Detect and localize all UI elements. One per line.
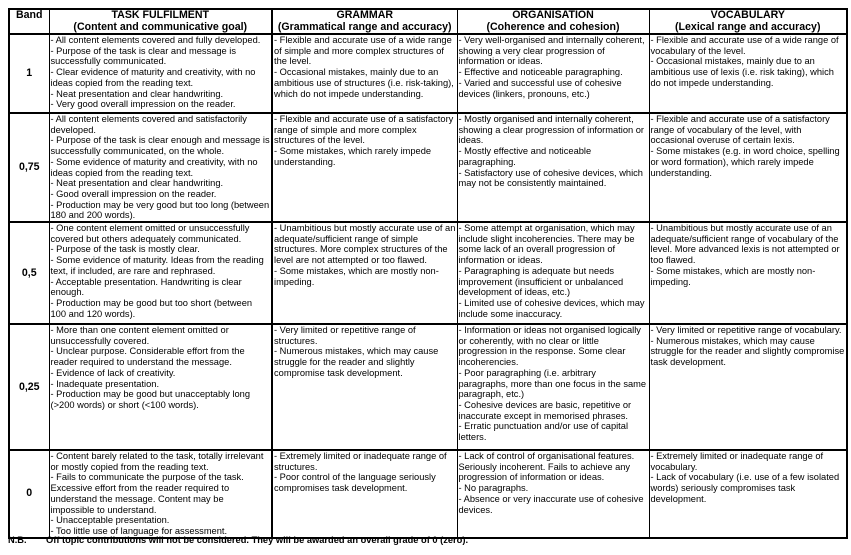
footnote-label: N.B. [8, 535, 27, 545]
header-subtitle: (Coherence and cohesion) [486, 20, 620, 33]
criterion-item: - Mostly effective and noticeable paragraphing. [458, 146, 592, 167]
criterion-item: - Effective and noticeable paragraphing. [458, 67, 623, 78]
criterion-item: - Neat presentation and clear handwriting. [50, 88, 224, 99]
header-title: Band [16, 9, 43, 21]
grammar-cell [272, 324, 457, 450]
criterion-item: - Numerous mistakes, which may cause struggle for the reader and slightly compromise task development. [650, 335, 845, 368]
criterion-item: - Clear evidence of maturity and creativity, with no ideas copied from the reading text. [50, 67, 256, 88]
organisation-cell [457, 324, 649, 450]
criterion-item: - Some attempt at organisation, which may include slight incoherencies. There may be some lack of an overall progression of information or ideas. [458, 223, 635, 266]
criterion-item: - Production may be very good but too long (between 180 and 200 words). [50, 199, 270, 221]
criterion-item: - Production may be good but unacceptably long (>200 words) or short (<100 words). [50, 389, 250, 410]
grammar-cell [272, 113, 457, 222]
criterion-item: - Very good overall impression on the reader. [50, 99, 236, 110]
task-cell [49, 222, 272, 324]
criterion-item: - Flexible and accurate use of a satisfactory range of vocabulary of the level, with occasional overuse of certain lexis. [650, 114, 830, 146]
band-score: 0,5 [9, 222, 49, 324]
criterion-item: - Fails to communicate the purpose of the task. Excessive effort from the reader required to understand the message. Content may be impossible to understand. [50, 472, 244, 515]
band-score: 0,75 [9, 113, 49, 222]
criterion-item: - Purpose of the task is clear and message is successfully communicated. [50, 45, 237, 67]
criterion-item: - Unclear purpose. Considerable effort from the reader required to understand the message. [50, 346, 245, 368]
header-task-fulfilment [49, 9, 272, 34]
header-title: ORGANISATION [512, 9, 594, 21]
criterion-item: - Some mistakes, which rarely impede understanding. [274, 146, 432, 167]
criterion-item: - Content barely related to the task, totally irrelevant or mostly copied from the reading text. [50, 451, 264, 472]
criterion-item: - Purpose of the task is clear enough and message is successfully communicated, on the whole. [50, 135, 270, 157]
criterion-item: - Occasional mistakes, mainly due to an ambitious use of structures (i.e. risk-taking), which do not impede understanding. [274, 67, 454, 99]
criterion-item: - Some mistakes, which are mostly non-impeding. [274, 265, 439, 287]
criterion-item: - Flexible and accurate use of a satisfactory range of simple and more complex structures of the level. [274, 114, 454, 146]
criterion-item: - Some evidence of maturity and creativity, with no ideas copied from the reading text. [50, 156, 258, 178]
grammar-cell [272, 222, 457, 324]
grammar-cell [272, 34, 457, 113]
organisation-cell [457, 34, 649, 113]
header-grammar [272, 9, 457, 34]
criterion-item: - Unacceptable presentation. [50, 515, 170, 526]
header-subtitle: (Lexical range and accuracy) [675, 20, 821, 33]
vocabulary-cell [649, 113, 847, 222]
vocabulary-cell [649, 450, 847, 538]
band-row [9, 450, 847, 538]
criterion-item: - More than one content element omitted or unsuccessfully covered. [50, 325, 229, 346]
header-title: TASK FULFILMENT [111, 9, 209, 21]
criterion-item: - Some mistakes, which are mostly non-impeding. [650, 265, 816, 287]
organisation-cell [457, 222, 649, 324]
criterion-item: - Acceptable presentation. Handwriting is clear enough. [50, 276, 242, 298]
criterion-item: - Mostly organised and internally coherent, showing a clear progression of information or ideas. [458, 114, 645, 146]
criterion-item: - Inadequate presentation. [50, 378, 160, 389]
band-row [9, 113, 847, 222]
criterion-item: - Unambitious but mostly accurate use of an adequate/sufficient range of vocabulary of the level. More advanced lexis is not attempted or too flawed. [650, 223, 840, 266]
criterion-item: - Very limited or repetitive range of vocabulary. [650, 325, 842, 336]
criterion-item: - Some mistakes (e.g. in word choice, spelling or word formation), which rarely impede understanding. [650, 146, 840, 178]
header-title: VOCABULARY [710, 9, 785, 21]
rubric-table [8, 8, 848, 539]
criterion-item: - Occasional mistakes, mainly due to an ambitious use of lexis (i.e. risk taking), which do not impede understanding. [650, 56, 834, 88]
criterion-item: - Production may be good but too short (between 100 and 120 words). [50, 297, 253, 319]
criterion-item: - Paragraphing is adequate but needs improvement (insufficient or unbalanced development of ideas, etc.) [458, 265, 624, 298]
criterion-item: - Erratic punctuation and/or use of capital letters. [458, 421, 629, 443]
criterion-item: - Flexible and accurate use of a wide range of vocabulary of the level. [650, 35, 839, 56]
header-subtitle: (Grammatical range and accuracy) [277, 20, 452, 33]
criterion-item: - Satisfactory use of cohesive devices, which may not be consistently maintained. [458, 167, 643, 189]
criterion-item: - Extremely limited or inadequate range of structures. [274, 451, 447, 472]
header-vocabulary [649, 9, 847, 34]
footnote [8, 535, 468, 545]
criterion-item: - Lack of vocabulary (i.e. use of a few isolated words) seriously compromises task development. [650, 472, 840, 504]
criterion-item: - All content elements covered and fully developed. [50, 35, 261, 45]
criterion-item: - Flexible and accurate use of a wide range of simple and more complex structures of the level. [274, 35, 452, 67]
criterion-item: - Too little use of language for assessment. [50, 525, 228, 536]
criterion-item: - Extremely limited or inadequate range of vocabulary. [650, 451, 824, 472]
criterion-item: - Poor control of the language seriously compromises task development. [274, 472, 436, 494]
criterion-item: - One content element omitted or unsuccessfully covered but others adequately communicated. [50, 223, 250, 244]
band-score: 0,25 [9, 324, 49, 450]
band-score: 0 [9, 450, 49, 538]
criterion-item: - Very limited or repetitive range of structures. [274, 325, 416, 346]
band-score: 1 [9, 34, 49, 113]
criterion-item: - No paragraphs. [458, 483, 529, 494]
band-row [9, 34, 847, 113]
organisation-cell [457, 113, 649, 222]
header-subtitle: (Content and communicative goal) [73, 20, 248, 33]
task-cell [49, 34, 272, 113]
criterion-item: - Unambitious but mostly accurate use of an adequate/sufficient range of simple structures. More complex structures of the level are not attempted or too flawed. [274, 223, 456, 266]
band-row [9, 222, 847, 324]
criterion-item: - Cohesive devices are basic, repetitive or inaccurate except in memorised phrases. [458, 399, 632, 421]
band-row [9, 324, 847, 450]
criterion-item: - Evidence of lack of creativity. [50, 367, 176, 378]
organisation-cell [457, 450, 649, 538]
header-row [9, 9, 847, 34]
task-cell [49, 324, 272, 450]
vocabulary-cell [649, 34, 847, 113]
task-cell [49, 113, 272, 222]
vocabulary-cell [649, 324, 847, 450]
criterion-item: - Varied and successful use of cohesive devices (linkers, pronouns, etc.) [458, 77, 622, 99]
criterion-item: - Purpose of the task is mostly clear. [50, 244, 200, 255]
header-organisation [457, 9, 649, 34]
criterion-item: - Some evidence of maturity. Ideas from the reading text, if included, are rare and rephrased. [50, 255, 264, 276]
grammar-cell [272, 450, 457, 538]
criterion-item: - Good overall impression on the reader. [50, 188, 217, 199]
criterion-item: - Poor paragraphing (i.e. arbitrary paragraphs, more than one focus in the same paragraph, etc.) [458, 367, 647, 400]
header-title: GRAMMAR [336, 9, 393, 21]
criterion-item: - Neat presentation and clear handwriting. [50, 178, 224, 189]
rubric-body [9, 34, 847, 538]
criterion-item: - Lack of control of organisational features. Seriously incoherent. Fails to achieve any progression of information or ideas. [458, 451, 635, 483]
criterion-item: - Numerous mistakes, which may cause struggle for the reader and slightly compromise task development. [274, 346, 439, 378]
vocabulary-cell [649, 222, 847, 324]
footnote-text: Off topic contributions will not be considered. They will be awarded an overall grade of 0 (zero). [46, 535, 469, 545]
header-band [9, 9, 49, 34]
task-cell [49, 450, 272, 538]
criterion-item: - All content elements covered and satisfactorily developed. [50, 114, 247, 135]
criterion-item: - Information or ideas not organised logically or coherently, with no clear or little progression in the response. Some clear incoherencies. [458, 325, 641, 368]
criterion-item: - Absence or very inaccurate use of cohesive devices. [458, 493, 644, 515]
criterion-item: - Very well-organised and internally coherent, showing a very clear progression of information or ideas. [458, 35, 645, 67]
criterion-item: - Limited use of cohesive devices, which may include some inaccuracy. [458, 297, 645, 319]
